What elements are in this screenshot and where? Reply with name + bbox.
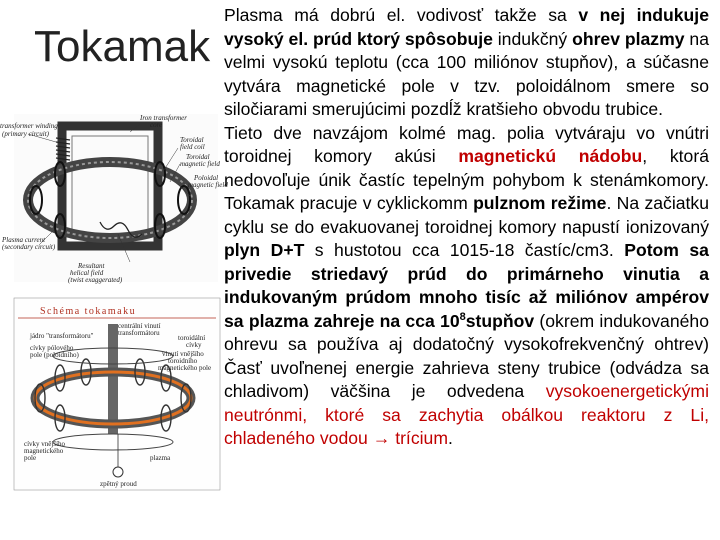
label-toroidal-field-2: magnetic field (180, 160, 220, 168)
label-toroidal-coils: toroidální (178, 334, 206, 342)
label-outer-winding-3: magnetického pole (158, 364, 212, 372)
text-span: indukčný (492, 28, 573, 49)
label-coils-left-3: pole (24, 454, 37, 462)
label-outer-winding-2: toroidního (168, 357, 198, 365)
arrow-icon: → (367, 428, 396, 448)
label-transformer-core: jádro "transformátoru" (30, 332, 94, 340)
tokamak-diagram (0, 112, 228, 492)
text-superscript: 8 (459, 310, 466, 323)
text-bold: plyn D+T (224, 240, 305, 260)
text-bold: pulznom režime (473, 193, 607, 213)
label-toroidal-field: Toroidal (186, 153, 210, 161)
text-bold: ohrev plazmy (572, 28, 685, 49)
text-span: , ktorá nedovoľuje únik častíc tepelným pohybom k stenámkomory. Tokamak pracuje v cyklickomm (224, 146, 709, 213)
text-highlight: magnetickú nádobu (458, 146, 643, 166)
text-span: Plasma má dobrú el. vodivosť takže sa (224, 5, 579, 25)
body-text (224, 4, 709, 451)
label-transformer-winding: transformer winding (0, 122, 58, 130)
text-span: s hustotou cca 1015-18 častíc/cm3. (304, 240, 625, 260)
paragraph-1 (224, 4, 709, 122)
page-title: Tokamak (34, 22, 211, 71)
text-span: . Na začiatku cyklu se do evakuovanej toroidnej komory napustí ionizovaný (224, 193, 710, 237)
label-poloidal-coils-2: pole (poloidního) (30, 351, 79, 359)
label-resultant-3: (twist exaggerated) (68, 276, 123, 284)
label-iron-core: Iron transformer (140, 114, 187, 122)
label-toroidal-coils-2: cívky (186, 341, 202, 349)
text-span: Tieto dve navzájom kolmé mag. polia vytváraju vo vnútri toroidnej komory akúsi (224, 122, 709, 166)
label-coils-left-2: magnetického (24, 447, 64, 455)
schema-title: Schéma tokamaku (40, 306, 137, 317)
label-plasma-current: Plasma current (2, 236, 46, 244)
label-transformer-winding-2: (primary circuit) (2, 130, 49, 138)
label-iron-core-2: core (150, 121, 163, 129)
label-plasma-current-2: (secondary circuit) (2, 243, 56, 251)
label-poloidal: Poloidal (194, 174, 219, 182)
label-coils-left: cívky vnějšího (24, 440, 66, 448)
label-return-current: zpětný proud (100, 480, 137, 488)
label-central-winding-2: transformátoru (118, 329, 160, 337)
text-highlight: trícium (395, 428, 448, 448)
label-plasma: plazma (150, 454, 171, 462)
label-toroidal-coil-2: field coil (180, 143, 205, 151)
text-highlight: vysokoenergetickými neutrónmi, ktoré sa zachytia obálkou reaktoru z Li, chladeného vodou (224, 381, 709, 448)
text-span: . (447, 428, 453, 448)
label-poloidal-coils: cívky pólového (30, 344, 74, 352)
text-bold: Potom sa privedie striedavý prúd do primárneho vinutia a indukovaným prúdom mnoho tisíc až miliónov ampérov sa plazma zahreje na cca 10 (224, 240, 709, 331)
label-poloidal-2: magnetic field (188, 181, 228, 189)
label-toroidal-coil: Toroidal (180, 136, 204, 144)
label-central-winding: centrální vinutí (118, 322, 161, 330)
label-resultant-2: helical field (70, 269, 104, 277)
label-resultant: Resultant (78, 262, 105, 270)
text-span: na velmi vysokú teplotu (cca 100 miliónov stupňov), a súčasne vytvára magnetické pole v tzv. poloidálnom smere so siločiarami smerujúcimi pozdĺž kratšieho obvodu trubice. (224, 28, 710, 119)
text-span: (okrem indukovaného ohrevu sa používa aj dodatočný vysokofrekvenčný ohtrev) Časť uvoľnenej energie zahrieva steny trubice (odvádza sa chladivom) väčšina je odvedena (224, 310, 709, 401)
paragraph-2 (224, 122, 709, 451)
text-bold: stupňov (465, 310, 535, 331)
text-bold: v nej indukuje vysoký el. prúd ktorý spôsobuje (224, 5, 709, 49)
tokamak-schema (14, 298, 220, 490)
label-outer-winding: vinutí vnějšího (162, 350, 204, 358)
tokamak-3d-drawing (0, 114, 228, 284)
